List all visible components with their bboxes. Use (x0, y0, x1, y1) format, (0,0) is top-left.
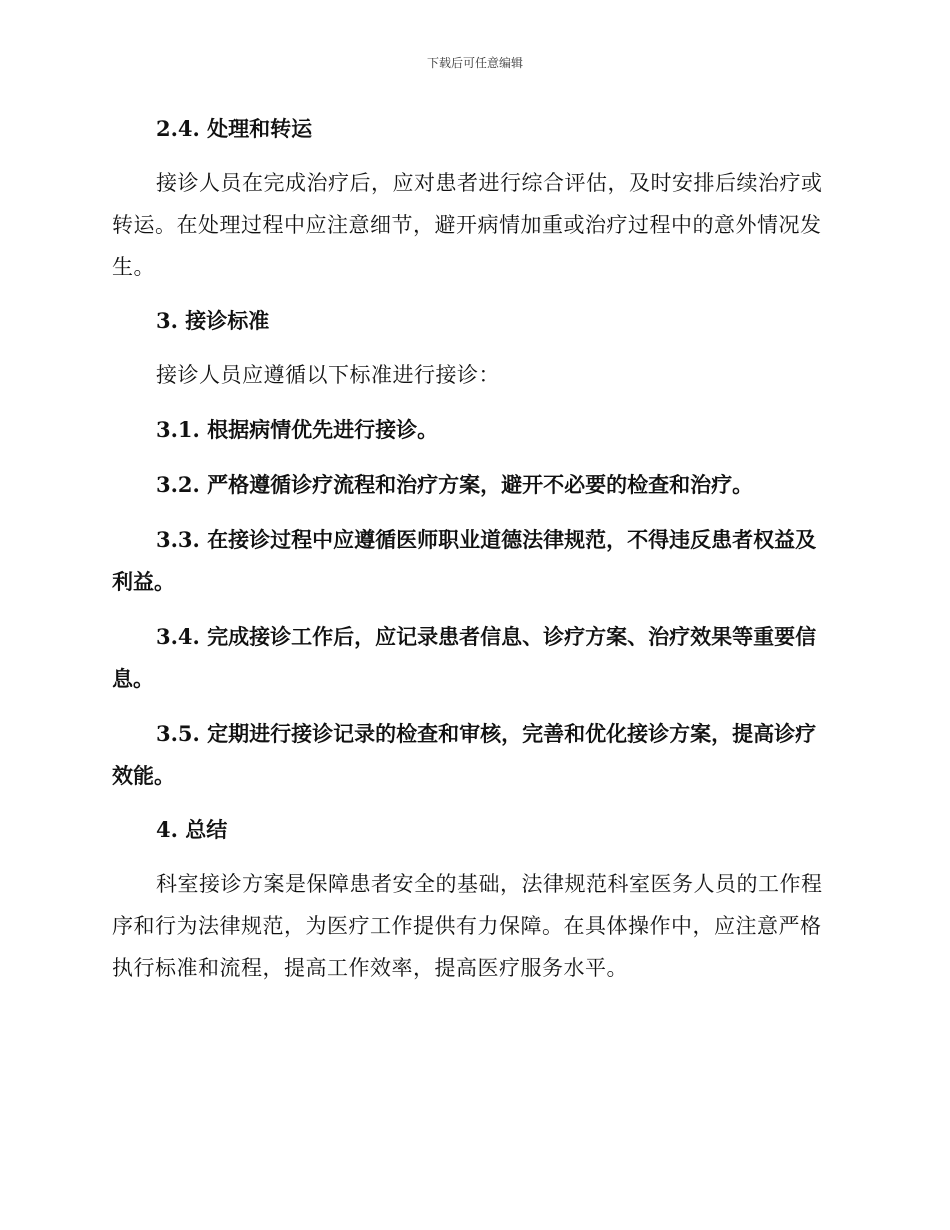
section-4-heading: 4. 总结 (156, 817, 228, 842)
section-3-heading: 3. 接诊标准 (156, 308, 270, 333)
document-body (112, 108, 832, 989)
section-4-paragraph: 科室接诊方案是保障患者安全的基础，法律规范科室医务人员的工作程序和行为法律规范，为医疗工作提供有力保障。在具体操作中，应注意严格执行标准和流程，提高工作效率，提高医疗服务水平。 (112, 872, 823, 980)
list-item-3-4: 3.4. 完成接诊工作后，应记录患者信息、诊疗方案、治疗效果等重要信息。 (112, 624, 817, 691)
list-item-3-3: 3.3. 在接诊过程中应遵循医师职业道德法律规范，不得违反患者权益及利益。 (112, 527, 817, 594)
section-2-4-paragraph: 接诊人员在完成治疗后，应对患者进行综合评估，及时安排后续治疗或转运。在处理过程中应注意细节，避开病情加重或治疗过程中的意外情况发生。 (112, 171, 823, 279)
list-item-3-1: 3.1. 根据病情优先进行接诊。 (156, 417, 439, 442)
list-item-3-5: 3.5. 定期进行接诊记录的检查和审核，完善和优化接诊方案，提高诊疗效能。 (112, 721, 817, 788)
list-item-3-2: 3.2. 严格遵循诊疗流程和治疗方案，避开不必要的检查和治疗。 (156, 472, 754, 497)
section-2-4-heading: 2.4. 处理和转运 (156, 116, 313, 141)
header-note: 下载后可任意编辑 (426, 56, 523, 70)
section-3-intro: 接诊人员应遵循以下标准进行接诊： (156, 363, 500, 387)
